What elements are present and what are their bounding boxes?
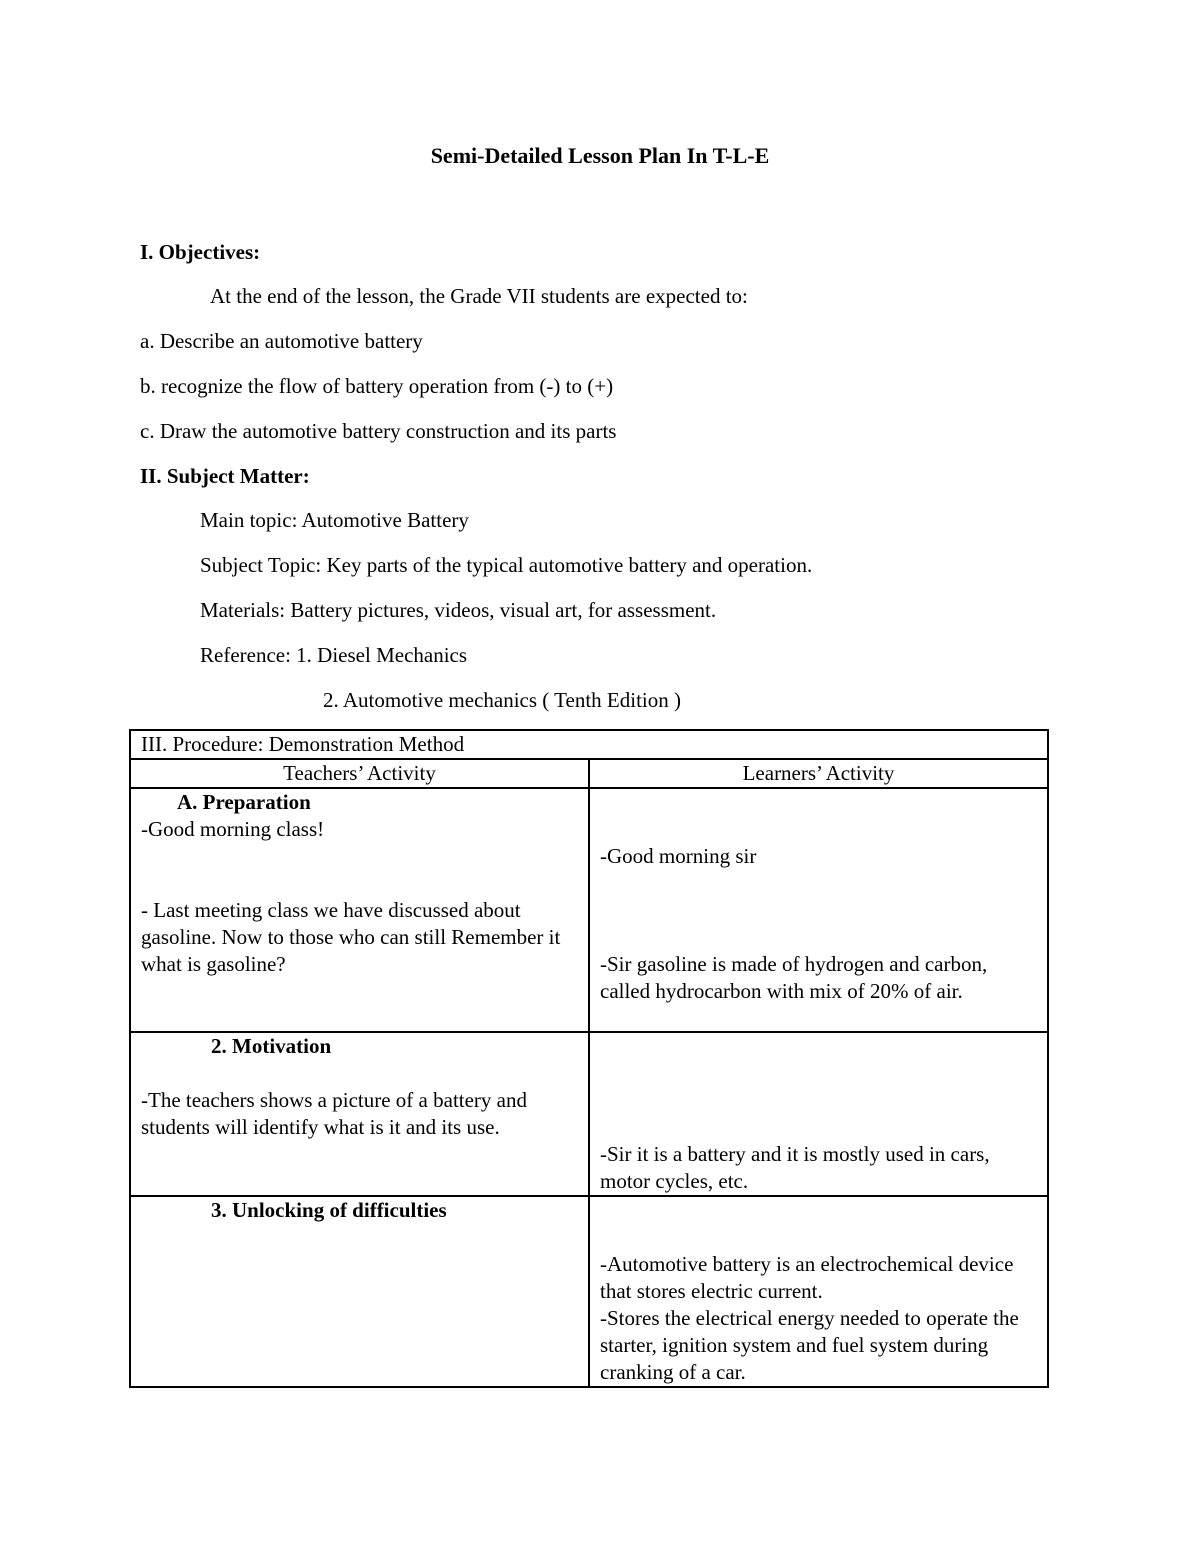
column-header-row — [130, 759, 1048, 788]
procedure-heading: III. Procedure: Demonstration Method — [130, 730, 1048, 759]
document-title: Semi-Detailed Lesson Plan In T-L-E — [430, 143, 770, 168]
objective-a: a. Describe an automotive battery — [140, 329, 423, 353]
learner-cell — [589, 1196, 1048, 1387]
objectives-intro: At the end of the lesson, the Grade VII students are expected to: — [210, 284, 748, 308]
teacher-column-header: Teachers’ Activity — [130, 759, 589, 788]
step-title: 3. Unlocking of difficulties — [211, 1198, 447, 1222]
teacher-cell — [130, 1196, 589, 1387]
learner-column-header: Learners’ Activity — [589, 759, 1048, 788]
step-title: 2. Motivation — [211, 1034, 332, 1058]
learner-cell — [589, 1032, 1048, 1196]
learner-text: -Automotive battery is an electrochemical device that stores electric current. — [600, 1252, 1014, 1303]
reference-1: Reference: 1. Diesel Mechanics — [200, 643, 468, 667]
learner-text: -Stores the electrical energy needed to operate the starter, ignition system and fuel system during cranking of a car. — [600, 1306, 1019, 1384]
teacher-text: - Last meeting class we have discussed about gasoline. Now to those who can still Remember it what is gasoline? — [141, 898, 561, 976]
materials: Materials: Battery pictures, videos, visual art, for assessment. — [200, 598, 717, 622]
objective-c: c. Draw the automotive battery construction and its parts — [140, 419, 617, 443]
learner-text: -Good morning sir — [600, 844, 757, 868]
teacher-text: -The teachers shows a picture of a battery and students will identify what is it and its use. — [141, 1088, 527, 1139]
learner-text: -Sir gasoline is made of hydrogen and carbon, called hydrocarbon with mix of 20% of air. — [600, 952, 988, 1003]
reference-2: 2. Automotive mechanics ( Tenth Edition ) — [323, 688, 681, 712]
teacher-cell — [130, 1032, 589, 1196]
main-topic: Main topic: Automotive Battery — [200, 508, 469, 532]
step-row-preparation — [130, 788, 1048, 1032]
procedure-table — [129, 729, 1049, 1388]
step-row-unlocking — [130, 1196, 1048, 1387]
subject-topic: Subject Topic: Key parts of the typical automotive battery and operation. — [200, 553, 813, 577]
teacher-cell — [130, 788, 589, 1032]
step-row-motivation — [130, 1032, 1048, 1196]
objective-b: b. recognize the flow of battery operation from (-) to (+) — [140, 374, 614, 398]
procedure-heading-row — [130, 730, 1048, 759]
objectives-heading: I. Objectives: — [140, 240, 261, 264]
learner-text: -Sir it is a battery and it is mostly used in cars, motor cycles, etc. — [600, 1142, 990, 1193]
subject-matter-heading: II. Subject Matter: — [140, 464, 310, 488]
learner-cell — [589, 788, 1048, 1032]
step-title: A. Preparation — [177, 790, 311, 814]
teacher-text: -Good morning class! — [141, 817, 325, 841]
